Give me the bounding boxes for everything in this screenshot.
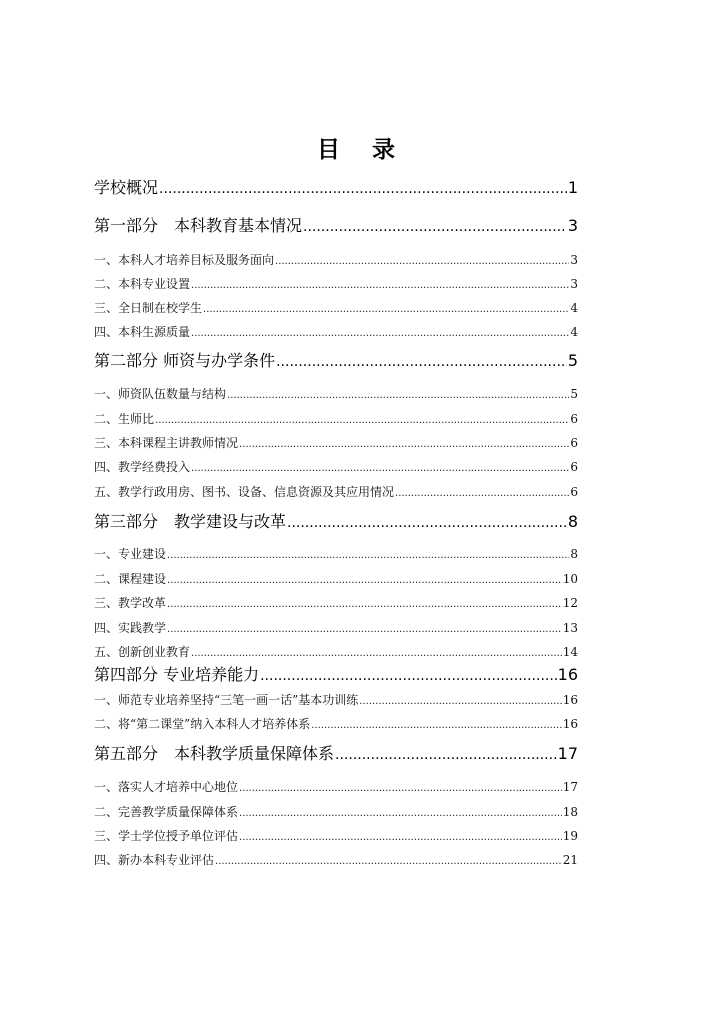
toc-entry-sub[interactable] [94, 434, 578, 454]
toc-leader [203, 299, 569, 319]
toc-leader [239, 803, 562, 823]
toc-page-number: 6 [570, 460, 578, 474]
toc-entry-part-2[interactable] [94, 350, 578, 373]
toc-entry-sub[interactable] [94, 827, 578, 847]
page-title: 目 录 [316, 137, 407, 163]
toc-label: 三、教学改革 [94, 596, 167, 610]
toc-entry-overview[interactable] [94, 177, 578, 200]
toc-entry-sub[interactable] [94, 643, 578, 663]
toc-label: 一、师范专业培养坚持“三笔一画一话”基本功训练 [94, 693, 359, 707]
toc-entry-sub[interactable] [94, 715, 578, 735]
toc-entry-sub[interactable] [94, 803, 578, 823]
toc-page-number: 13 [562, 621, 578, 635]
toc-entry-sub[interactable] [94, 691, 578, 711]
toc-page-number: 5 [567, 351, 578, 370]
toc-page-number: 8 [567, 512, 578, 531]
toc-label: 五、教学行政用房、图书、设备、信息资源及其应用情况 [94, 485, 395, 499]
toc-leader [155, 410, 569, 430]
toc-entry-sub[interactable] [94, 778, 578, 798]
toc-page-number: 6 [570, 412, 578, 426]
toc-leader [276, 350, 567, 373]
toc-entry-sub[interactable] [94, 458, 578, 478]
toc-label: 第四部分 专业培养能力 [94, 665, 260, 684]
toc-leader [167, 545, 569, 565]
toc-label: 二、完善教学质量保障体系 [94, 805, 239, 819]
toc-leader [275, 251, 569, 271]
toc-label: 第三部分 教学建设与改革 [94, 512, 287, 531]
toc-label: 一、落实人才培养中心地位 [94, 780, 239, 794]
toc-entry-part-3[interactable] [94, 511, 578, 534]
toc-page-number: 18 [562, 805, 578, 819]
toc-entry-part-1[interactable] [94, 215, 578, 238]
toc-page-number: 16 [557, 665, 578, 684]
toc-page-number: 4 [570, 301, 578, 315]
toc-entry-sub[interactable] [94, 483, 578, 503]
toc-page-number: 17 [562, 780, 578, 794]
toc-label: 第二部分 师资与办学条件 [94, 351, 276, 370]
toc-label: 学校概况 [94, 178, 159, 197]
toc-label: 二、本科专业设置 [94, 277, 191, 291]
toc-page-number: 1 [567, 178, 578, 197]
toc-page-number: 6 [570, 485, 578, 499]
toc-leader [159, 177, 567, 200]
toc-entry-sub[interactable] [94, 275, 578, 295]
toc-leader [191, 458, 569, 478]
toc-label: 第五部分 本科教学质量保障体系 [94, 744, 335, 763]
toc-page-number: 10 [562, 572, 578, 586]
toc-page-number: 21 [562, 853, 578, 867]
toc-label: 四、新办本科专业评估 [94, 853, 215, 867]
toc-page-number: 5 [570, 387, 578, 401]
toc-leader [191, 275, 569, 295]
toc-leader [303, 215, 567, 238]
toc-page-number: 17 [557, 744, 578, 763]
toc-label: 二、将“第二课堂”纳入本科人才培养体系 [94, 717, 311, 731]
toc-label: 四、本科生源质量 [94, 325, 191, 339]
toc-leader [239, 434, 569, 454]
toc-entry-sub[interactable] [94, 385, 578, 405]
toc-label: 三、本科课程主讲教师情况 [94, 436, 239, 450]
toc-leader [191, 323, 569, 343]
toc-leader [191, 643, 562, 663]
toc-page-number: 6 [570, 436, 578, 450]
toc-label: 三、全日制在校学生 [94, 301, 203, 315]
toc-label: 一、师资队伍数量与结构 [94, 387, 227, 401]
toc-page-number: 16 [562, 717, 578, 731]
toc-label: 四、实践教学 [94, 621, 167, 635]
toc-label: 二、生师比 [94, 412, 155, 426]
toc-page-number: 4 [570, 325, 578, 339]
toc-page-number: 16 [562, 693, 578, 707]
toc-entry-part-5[interactable] [94, 743, 578, 766]
toc-label: 一、专业建设 [94, 547, 167, 561]
toc-label: 一、本科人才培养目标及服务面向 [94, 253, 275, 267]
toc-label: 三、学士学位授予单位评估 [94, 829, 239, 843]
toc-entry-sub[interactable] [94, 323, 578, 343]
toc-entry-sub[interactable] [94, 570, 578, 590]
toc-leader [215, 851, 562, 871]
toc-leader [239, 778, 562, 798]
toc-entry-sub[interactable] [94, 851, 578, 871]
toc-entry-sub[interactable] [94, 619, 578, 639]
toc-leader [359, 691, 561, 711]
toc-label: 四、教学经费投入 [94, 460, 191, 474]
toc-leader [167, 570, 562, 590]
toc-page-number: 8 [570, 547, 578, 561]
toc-leader [167, 619, 562, 639]
toc-leader [167, 594, 562, 614]
toc-leader [395, 483, 569, 503]
toc-page-number: 3 [570, 253, 578, 267]
toc-entry-sub[interactable] [94, 299, 578, 319]
toc-entry-sub[interactable] [94, 410, 578, 430]
toc-label: 第一部分 本科教育基本情况 [94, 216, 303, 235]
toc-page-number: 14 [562, 645, 578, 659]
toc-entry-part-4[interactable] [94, 664, 578, 687]
toc-page-number: 19 [562, 829, 578, 843]
toc-label: 二、课程建设 [94, 572, 167, 586]
toc-label: 五、创新创业教育 [94, 645, 191, 659]
toc-leader [227, 385, 569, 405]
toc-entry-sub[interactable] [94, 594, 578, 614]
toc-page-number: 3 [570, 277, 578, 291]
toc-leader [239, 827, 562, 847]
toc-leader [260, 664, 557, 687]
toc-page-number: 3 [567, 216, 578, 235]
toc-entry-sub[interactable] [94, 545, 578, 565]
toc-leader [287, 511, 567, 534]
toc-leader [335, 743, 557, 766]
toc-leader [311, 715, 561, 735]
toc-page-number: 12 [562, 596, 578, 610]
toc-entry-sub[interactable] [94, 251, 578, 271]
